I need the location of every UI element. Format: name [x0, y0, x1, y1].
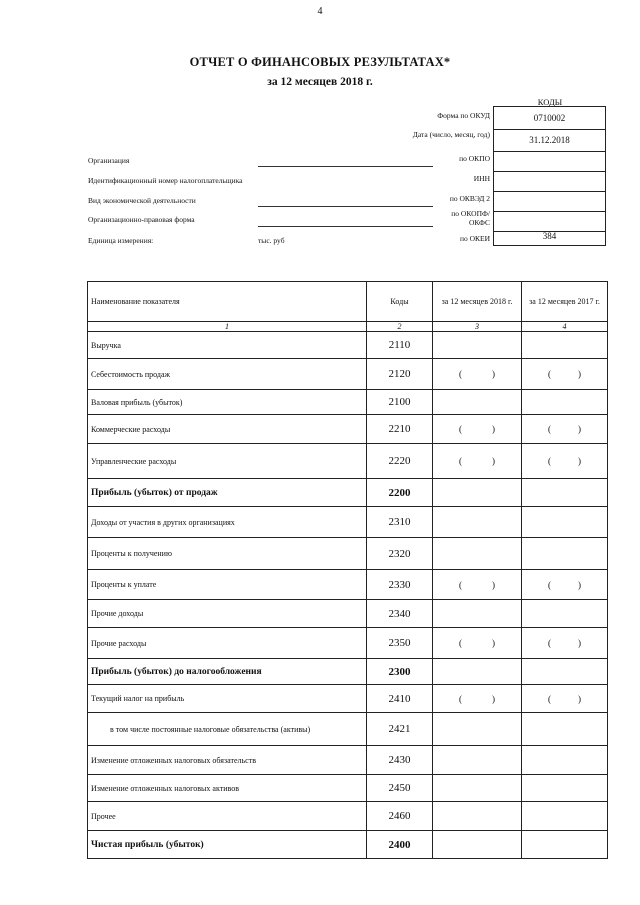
paren-open: (: [459, 456, 462, 466]
table-row: [88, 390, 608, 415]
codes-box: [493, 106, 606, 246]
row-value-previous: [522, 600, 608, 628]
okpo-label: по ОКПО: [459, 154, 490, 163]
row-value-previous: [522, 359, 608, 390]
okved-label: по ОКВЭД 2: [449, 194, 490, 203]
table-row: [88, 775, 608, 802]
paren-close: ): [492, 369, 495, 379]
row-code: 2460: [367, 802, 433, 831]
legal-form-label: Организационно-правовая форма: [88, 215, 195, 224]
row-name: Прочие доходы: [88, 600, 367, 628]
row-code: 2310: [367, 507, 433, 538]
row-code: 2200: [367, 479, 433, 507]
row-value-previous: [522, 746, 608, 775]
paren-close: ): [492, 424, 495, 434]
paren-close: ): [578, 638, 581, 648]
row-name: Прочие расходы: [88, 628, 367, 659]
row-value-current: [433, 659, 522, 685]
row-code: 2320: [367, 538, 433, 570]
okei-label: по ОКЕИ: [459, 234, 490, 243]
row-name: Изменение отложенных налоговых активов: [88, 775, 367, 802]
row-value-current: [433, 831, 522, 859]
row-name: Текущий налог на прибыль: [88, 685, 367, 713]
row-value-previous: [522, 802, 608, 831]
header-name: Наименование показателя: [88, 282, 367, 322]
row-value-current: [433, 390, 522, 415]
paren-close: ): [492, 638, 495, 648]
table-row: [88, 659, 608, 685]
paren-open: (: [459, 579, 462, 590]
row-value-current: [433, 415, 522, 444]
paren-open: (: [548, 369, 551, 379]
row-value-current: [433, 746, 522, 775]
row-name: в том числе постоянные налоговые обязательства (активы): [88, 713, 367, 746]
header-previous: за 12 месяцев 2017 г.: [522, 282, 608, 322]
row-value-current: [433, 628, 522, 659]
page-number: 4: [317, 6, 323, 17]
row-code: 2110: [367, 332, 433, 359]
table-row: [88, 444, 608, 479]
legal-form-line: [258, 226, 433, 227]
row-value-current: [433, 444, 522, 479]
row-value-current: [433, 479, 522, 507]
row-value-previous: [522, 390, 608, 415]
index-4: 4: [522, 322, 608, 332]
table-header-row: [88, 282, 608, 322]
inn-label: Идентификационный номер налогоплательщика: [88, 176, 243, 185]
row-code: 2300: [367, 659, 433, 685]
organization-label: Организация: [88, 156, 130, 165]
table-row: [88, 538, 608, 570]
row-value-previous: [522, 713, 608, 746]
activity-line: [258, 206, 433, 207]
table-row: [88, 628, 608, 659]
row-name: Изменение отложенных налоговых обязательств: [88, 746, 367, 775]
row-value-current: [433, 332, 522, 359]
paren-close: ): [492, 693, 495, 704]
index-3: 3: [433, 322, 522, 332]
row-code: 2330: [367, 570, 433, 600]
paren-open: (: [459, 693, 462, 704]
date-label: Дата (число, месяц, год): [412, 130, 490, 139]
row-value-previous: [522, 685, 608, 713]
row-value-previous: [522, 444, 608, 479]
row-name: Проценты к уплате: [88, 570, 367, 600]
table-row: [88, 479, 608, 507]
paren-open: (: [548, 424, 551, 434]
table-row: [88, 713, 608, 746]
row-name: Проценты к получению: [88, 538, 367, 570]
paren-open: (: [548, 456, 551, 466]
inn-value: [494, 171, 605, 192]
okopf-value: [494, 211, 605, 232]
paren-open: (: [459, 424, 462, 434]
okud-value: 0710002: [494, 107, 605, 130]
index-2: 2: [367, 322, 433, 332]
header-code: Коды: [367, 282, 433, 322]
table-row: [88, 570, 608, 600]
paren-close: ): [492, 456, 495, 466]
date-value: 31.12.2018: [494, 129, 605, 152]
row-value-current: [433, 802, 522, 831]
row-name: Себестоимость продаж: [88, 359, 367, 390]
paren-open: (: [459, 638, 462, 648]
row-code: 2350: [367, 628, 433, 659]
row-value-previous: [522, 415, 608, 444]
table-row: [88, 831, 608, 859]
row-value-current: [433, 570, 522, 600]
report-period: за 12 месяцев 2018 г.: [267, 76, 373, 88]
organization-line: [258, 166, 433, 167]
okud-label: Форма по ОКУД: [437, 111, 490, 120]
okei-value: 384: [542, 231, 557, 241]
row-value-previous: [522, 538, 608, 570]
table-row: [88, 685, 608, 713]
paren-close: ): [578, 369, 581, 379]
row-code: 2120: [367, 359, 433, 390]
row-value-current: [433, 538, 522, 570]
paren-close: ): [492, 579, 495, 590]
paren-open: (: [548, 638, 551, 648]
row-value-current: [433, 600, 522, 628]
unit-label: Единица измерения:: [88, 236, 154, 245]
paren-open: (: [548, 579, 551, 590]
unit-value: тыс. руб: [258, 236, 285, 245]
okved-value: [494, 191, 605, 212]
table-row: [88, 746, 608, 775]
paren-open: (: [548, 693, 551, 704]
table-row: [88, 802, 608, 831]
row-value-previous: [522, 507, 608, 538]
row-code: 2410: [367, 685, 433, 713]
row-name: Выручка: [88, 332, 367, 359]
row-code: 2421: [367, 713, 433, 746]
row-value-previous: [522, 775, 608, 802]
row-code: 2220: [367, 444, 433, 479]
paren-close: ): [578, 693, 581, 704]
table-row: [88, 415, 608, 444]
row-name: Прибыль (убыток) до налогообложения: [88, 659, 367, 685]
table-row: [88, 332, 608, 359]
row-code: 2210: [367, 415, 433, 444]
row-code: 2340: [367, 600, 433, 628]
row-value-previous: [522, 479, 608, 507]
row-name: Коммерческие расходы: [88, 415, 367, 444]
header-current: за 12 месяцев 2018 г.: [433, 282, 522, 322]
index-1: 1: [88, 322, 367, 332]
row-value-previous: [522, 628, 608, 659]
row-code: 2100: [367, 390, 433, 415]
table-row: [88, 600, 608, 628]
row-value-current: [433, 775, 522, 802]
okopf-label: по ОКОПФ/ ОКФС: [451, 209, 490, 227]
financial-results-table: [87, 281, 608, 859]
paren-close: ): [578, 579, 581, 590]
row-name: Чистая прибыль (убыток): [88, 831, 367, 859]
row-name: Валовая прибыль (убыток): [88, 390, 367, 415]
activity-label: Вид экономической деятельности: [88, 196, 196, 205]
paren-open: (: [459, 369, 462, 379]
row-name: Прочее: [88, 802, 367, 831]
okpo-value: [494, 151, 605, 172]
row-value-previous: [522, 659, 608, 685]
table-row: [88, 507, 608, 538]
row-value-previous: [522, 570, 608, 600]
table-row: [88, 359, 608, 390]
row-code: 2400: [367, 831, 433, 859]
row-name: Доходы от участия в других организациях: [88, 507, 367, 538]
row-value-previous: [522, 332, 608, 359]
row-value-current: [433, 713, 522, 746]
paren-close: ): [578, 424, 581, 434]
report-title: ОТЧЕТ О ФИНАНСОВЫХ РЕЗУЛЬТАТАХ*: [189, 55, 451, 69]
row-name: Управленческие расходы: [88, 444, 367, 479]
paren-close: ): [578, 456, 581, 466]
codes-header: КОДЫ: [537, 97, 563, 107]
table-index-row: [88, 322, 608, 332]
row-code: 2430: [367, 746, 433, 775]
row-code: 2450: [367, 775, 433, 802]
row-value-current: [433, 507, 522, 538]
row-value-current: [433, 685, 522, 713]
row-value-previous: [522, 831, 608, 859]
inn-code-label: ИНН: [473, 174, 490, 183]
row-name: Прибыль (убыток) от продаж: [88, 479, 367, 507]
row-value-current: [433, 359, 522, 390]
